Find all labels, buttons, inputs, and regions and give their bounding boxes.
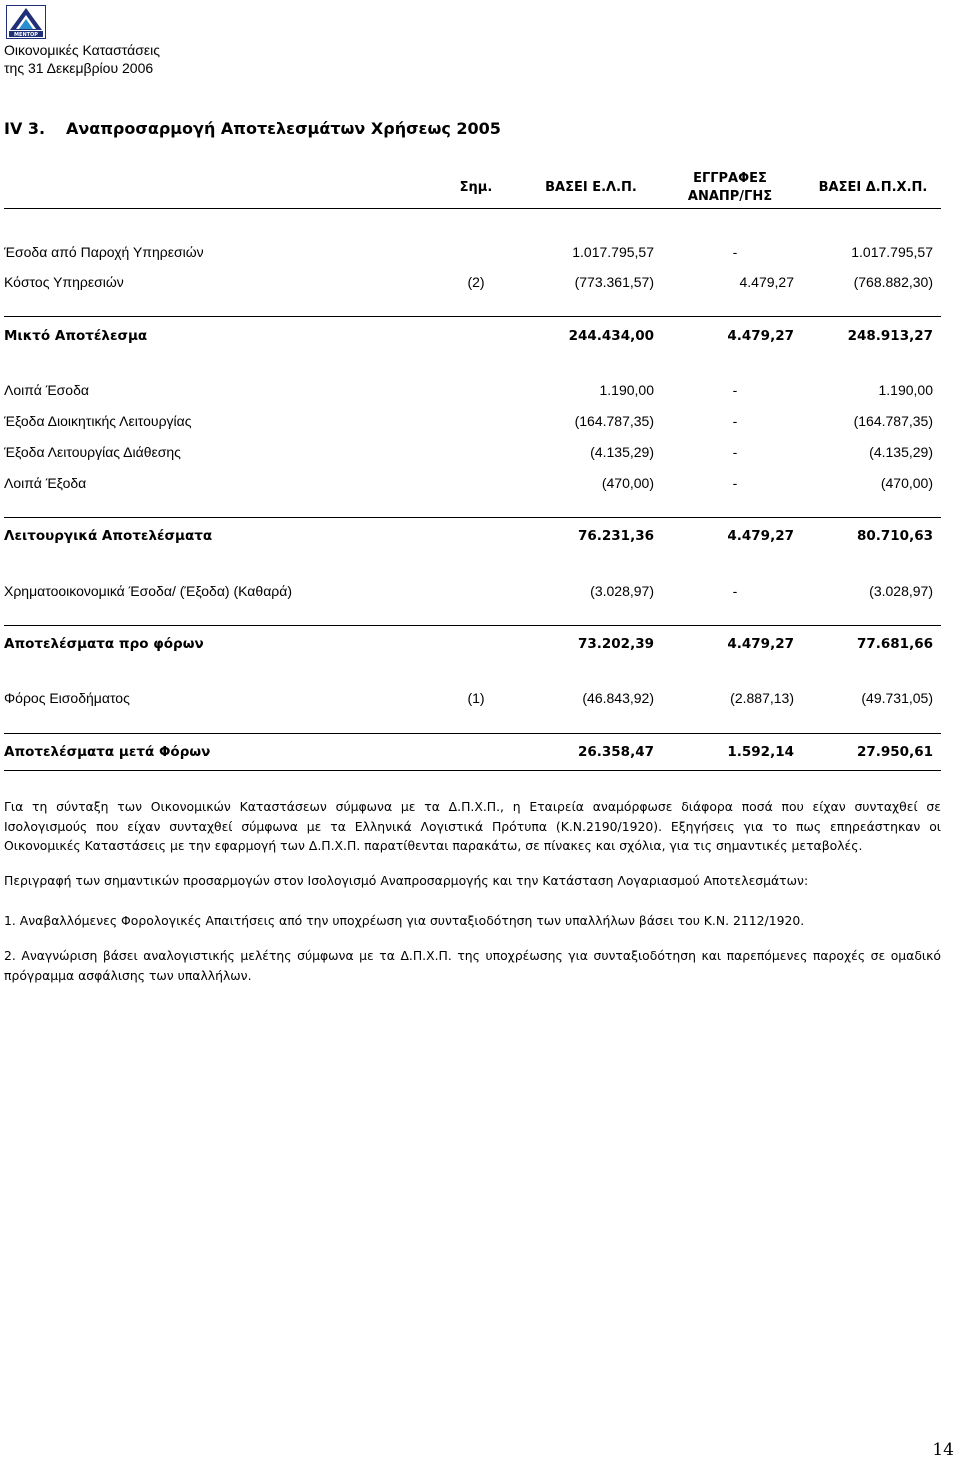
row-value-ifrs: (470,00) <box>880 475 933 491</box>
row-value-gaap: 73.202,39 <box>577 636 654 652</box>
row-label: Κόστος Υπηρεσιών <box>4 274 124 290</box>
table-row <box>0 244 960 264</box>
table-row <box>0 444 960 464</box>
row-label: Μικτό Αποτέλεσμα <box>4 328 148 344</box>
row-label: Φόρος Εισοδήματος <box>4 690 130 706</box>
row-label: Λειτουργικά Αποτελέσματα <box>4 528 213 544</box>
row-value-adjust: - <box>732 382 738 398</box>
row-value-ifrs: 77.681,66 <box>856 636 933 652</box>
row-note: (1) <box>467 690 485 706</box>
table-row <box>0 413 960 433</box>
note-1-paragraph: 1. Αναβαλλόμενες Φορολογικές Απαιτήσεις από την υποχρέωση για συνταξιοδότηση των υπαλλήλων βάσει του Κ.Ν. 2112/1920. <box>4 913 805 928</box>
col-gaap-header: ΒΑΣΕΙ Ε.Λ.Π. <box>545 180 637 195</box>
row-value-adjust: - <box>732 244 738 260</box>
row-value-adjust: - <box>732 413 738 429</box>
row-value-adjust: 4.479,27 <box>739 274 794 290</box>
table-row-total <box>0 744 960 764</box>
adjustments-heading: Περιγραφή των σημαντικών προσαρμογών στον Ισολογισμό Αναπροσαρμογής και την Κατάσταση Λογαριασμού Αποτελεσμάτων: <box>4 873 809 888</box>
row-value-adjust: - <box>732 444 738 460</box>
row-value-gaap: (4.135,29) <box>590 444 654 460</box>
header-line-1: Οικονομικές Καταστάσεις <box>4 42 160 58</box>
row-label: Λοιπά Έσοδα <box>4 382 89 398</box>
row-value-adjust: 4.479,27 <box>727 328 794 344</box>
intro-paragraph: Για τη σύνταξη των Οικονομικών Καταστάσεων σύμφωνα με τα Δ.Π.Χ.Π., η Εταιρεία αναμόρφωσε διάφορα ποσά που είχαν συνταχθεί σε Ισολογισμούς που είχαν συνταχθεί σύμφωνα με τα Ελληνικά Λογιστικά Πρότυπα (Κ.Ν.2190/1920). Εξηγήσεις για το πως επηρεάστηκαν οι Οικονομικές Καταστάσεις με την εφαρμογή των Δ.Π.Χ.Π. παρατίθενται παρακάτω, σε πίνακες και σχόλια, για τις σημαντικές μεταβολές. <box>4 799 941 853</box>
row-value-gaap: (470,00) <box>601 475 654 491</box>
row-label: Λοιπά Έξοδα <box>4 475 87 491</box>
row-rule <box>4 733 941 734</box>
row-value-adjust: 4.479,27 <box>727 528 794 544</box>
page-number: 14 <box>932 1440 954 1460</box>
table-row-subtotal <box>0 636 960 656</box>
table-row <box>0 690 960 710</box>
row-value-adjust: 1.592,14 <box>727 744 794 760</box>
row-label: Έξοδα Λειτουργίας Διάθεσης <box>4 444 181 460</box>
row-rule <box>4 517 941 518</box>
table-row-subtotal <box>0 328 960 348</box>
row-rule <box>4 625 941 626</box>
row-value-gaap: 26.358,47 <box>577 744 654 760</box>
col-note-header: Σημ. <box>459 180 493 195</box>
row-value-ifrs: (4.135,29) <box>869 444 933 460</box>
logo-text: MENTOP <box>14 32 38 39</box>
row-value-ifrs: 27.950,61 <box>856 744 933 760</box>
col-adjust-header-line2: ΑΝΑΠΡ/ΓΗΣ <box>687 189 773 204</box>
row-value-adjust: 4.479,27 <box>727 636 794 652</box>
row-value-gaap: 244.434,00 <box>568 328 654 344</box>
row-value-gaap: (773.361,57) <box>574 274 654 290</box>
col-ifrs-header: ΒΑΣΕΙ Δ.Π.Χ.Π. <box>818 180 928 195</box>
row-value-ifrs: (49.731,05) <box>861 690 933 706</box>
row-value-ifrs: (164.787,35) <box>853 413 933 429</box>
table-row <box>0 475 960 495</box>
company-logo <box>6 5 46 39</box>
row-value-gaap: (3.028,97) <box>590 583 654 599</box>
note-2-paragraph: 2. Αναγνώριση βάσει αναλογιστικής μελέτης σύμφωνα με τα Δ.Π.Χ.Π. της υποχρέωσης για συνταξιοδότηση και παρεπόμενες παροχές σε ομαδικό πρόγραμμα ασφάλισης των υπαλλήλων. <box>4 948 941 983</box>
total-rule <box>4 770 941 771</box>
row-label: Έξοδα Διοικητικής Λειτουργίας <box>4 413 192 429</box>
row-value-ifrs: (768.882,30) <box>853 274 933 290</box>
row-value-ifrs: 1.017.795,57 <box>851 244 933 260</box>
row-value-gaap: 1.017.795,57 <box>572 244 654 260</box>
row-label: Έσοδα από Παροχή Υπηρεσιών <box>4 244 204 260</box>
table-row <box>0 274 960 294</box>
table-row <box>0 382 960 402</box>
row-label: Αποτελέσματα μετά Φόρων <box>4 744 211 760</box>
section-number: IV 3. <box>4 119 46 138</box>
row-note: (2) <box>467 274 485 290</box>
row-value-ifrs: 1.190,00 <box>878 382 933 398</box>
row-value-adjust: - <box>732 583 738 599</box>
row-value-gaap: 76.231,36 <box>577 528 654 544</box>
col-adjust-header <box>670 170 790 206</box>
row-rule <box>4 316 941 317</box>
row-value-gaap: (46.843,92) <box>582 690 654 706</box>
table-row <box>0 583 960 603</box>
row-value-gaap: (164.787,35) <box>574 413 654 429</box>
header-line-2: της 31 Δεκεμβρίου 2006 <box>4 60 154 76</box>
section-title <box>4 119 501 138</box>
table-row-subtotal <box>0 528 960 548</box>
col-adjust-header-line1: ΕΓΓΡΑΦΕΣ <box>693 171 767 186</box>
row-value-adjust: - <box>732 475 738 491</box>
row-label: Χρηματοοικονομικά Έσοδα/ (Έξοδα) (Καθαρά) <box>4 583 293 599</box>
row-value-adjust: (2.887,13) <box>730 690 794 706</box>
row-value-gaap: 1.190,00 <box>599 382 654 398</box>
row-value-ifrs: 80.710,63 <box>856 528 933 544</box>
row-label: Αποτελέσματα προ φόρων <box>4 636 204 652</box>
row-value-ifrs: (3.028,97) <box>869 583 933 599</box>
header-rule <box>4 208 941 209</box>
section-title-text: Αναπροσαρμογή Αποτελεσμάτων Χρήσεως 2005 <box>66 119 501 138</box>
row-value-ifrs: 248.913,27 <box>847 328 933 344</box>
